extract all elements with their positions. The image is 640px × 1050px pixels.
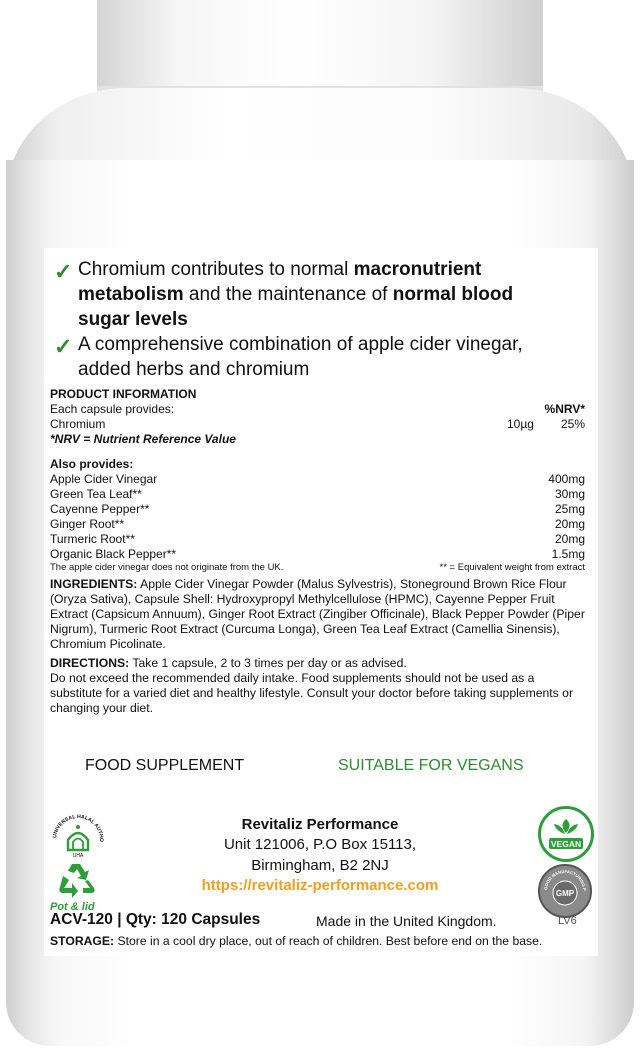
directions-label: DIRECTIONS:	[50, 656, 130, 670]
directions-warning: Do not exceed the recommended daily intake. Food supplements should not be used as a substitute for a varied diet and healthy lifestyle. Consult your doctor before taking supplements or changing your diet.	[50, 671, 573, 715]
nutrient-amount: 1.5mg	[551, 547, 585, 561]
nutrient-name: Cayenne Pepper**	[50, 502, 150, 516]
chromium-label: Chromium	[50, 417, 106, 431]
chromium-amount: 10µg	[507, 417, 534, 431]
storage-line	[50, 934, 542, 948]
vegan-leaf-icon	[541, 809, 591, 859]
nutrient-name: Organic Black Pepper**	[50, 547, 177, 561]
svg-text:GOOD MANUFACTURING PRACTICE: GOOD MANUFACTURING P	[542, 868, 588, 892]
equivalent-note: ** = Equivalent weight from extract	[439, 562, 585, 573]
check-icon: ✓	[54, 334, 73, 359]
nutrient-name: Ginger Root**	[50, 517, 125, 531]
ingredients-block	[50, 577, 586, 652]
nutrient-name: Turmeric Root**	[50, 532, 135, 546]
nutrient-amount: 400mg	[548, 472, 585, 486]
directions-line	[50, 656, 586, 671]
company-address-line-1: Unit 121006, P.O Box 15113,	[223, 836, 417, 853]
bottle-cap	[97, 0, 543, 92]
gmp-badge	[538, 864, 592, 918]
nutrient-name: Apple Cider Vinegar	[50, 472, 158, 486]
product-code: ACV-120 | Qty: 120 Capsules	[50, 911, 261, 928]
claim-1-line-1: Chromium contributes to normal macronutrient	[78, 259, 482, 280]
nutrient-name: Green Tea Leaf**	[50, 487, 142, 501]
directions-text: Take 1 capsule, 2 to 3 times per day or as advised.	[129, 656, 407, 670]
storage-label: STORAGE:	[50, 934, 115, 948]
nrv-column-header: %NRV*	[544, 402, 585, 416]
gmp-seal-icon	[540, 866, 590, 916]
nutrient-amount: 20mg	[554, 517, 585, 531]
claim-1-line-3: sugar levels	[78, 309, 188, 330]
made-in-label: Made in the United Kingdom.	[316, 913, 497, 929]
vegan-badge	[538, 806, 594, 862]
svg-text:UHA: UHA	[72, 853, 84, 858]
each-capsule-label: Each capsule provides:	[50, 402, 175, 416]
svg-text:VEGAN: VEGAN	[550, 839, 582, 849]
ingredients-label: INGREDIENTS:	[50, 577, 138, 591]
nutrient-amount: 20mg	[554, 532, 585, 546]
claim-1-line-2: metabolism and the maintenance of normal blood	[78, 284, 514, 305]
claim-2-line-1: A comprehensive combination of apple cider vinegar,	[78, 334, 523, 355]
recycle-label: Pot & lid	[50, 901, 95, 913]
claim-2-line-2: added herbs and chromium	[78, 359, 310, 380]
origin-note: The apple cider vinegar does not originate from the UK.	[50, 562, 284, 573]
svg-text:GMP: GMP	[555, 889, 575, 898]
food-supplement-label: FOOD SUPPLEMENT	[85, 757, 245, 774]
label-version: LV6	[558, 915, 577, 927]
nrv-note: *NRV = Nutrient Reference Value	[50, 432, 236, 446]
nutrient-amount: 25mg	[554, 502, 585, 516]
chromium-nrv: 25%	[560, 417, 585, 431]
check-icon: ✓	[54, 259, 73, 284]
ingredients-text: Apple Cider Vinegar Powder (Malus Sylvestris), Stoneground Brown Rice Flour (Oryza Sativa), Capsule Shell: Hydroxypropyl Methylcellulose (HPMC), Cayenne Pepper Fruit Extract (Capsicum Annuum), Ginger Root Extract (Zingiber Officinale), Black Pepper Powder (Piper Nigrum), Turmeric Root Extract (Curcuma Longa), Green Tea Leaf Extract (Camellia Sinensis), Chromium Picolinate.	[50, 577, 585, 651]
product-info-heading: PRODUCT INFORMATION	[50, 387, 197, 401]
company-website-link[interactable]: https://revitaliz-performance.com	[201, 877, 439, 894]
also-provides-heading: Also provides:	[50, 457, 134, 471]
nutrient-amount: 30mg	[554, 487, 585, 501]
storage-text: Store in a cool dry place, out of reach of children. Best before end on the base.	[114, 934, 543, 948]
company-address-line-2: Birmingham, B2 2NJ	[251, 857, 389, 874]
suitable-vegans-label: SUITABLE FOR VEGANS	[338, 757, 524, 774]
company-name: Revitaliz Performance	[241, 816, 399, 833]
svg-text:UNIVERSAL HALAL AUTHORITY: UNIVERSAL HALAL AUTHO	[52, 813, 105, 842]
